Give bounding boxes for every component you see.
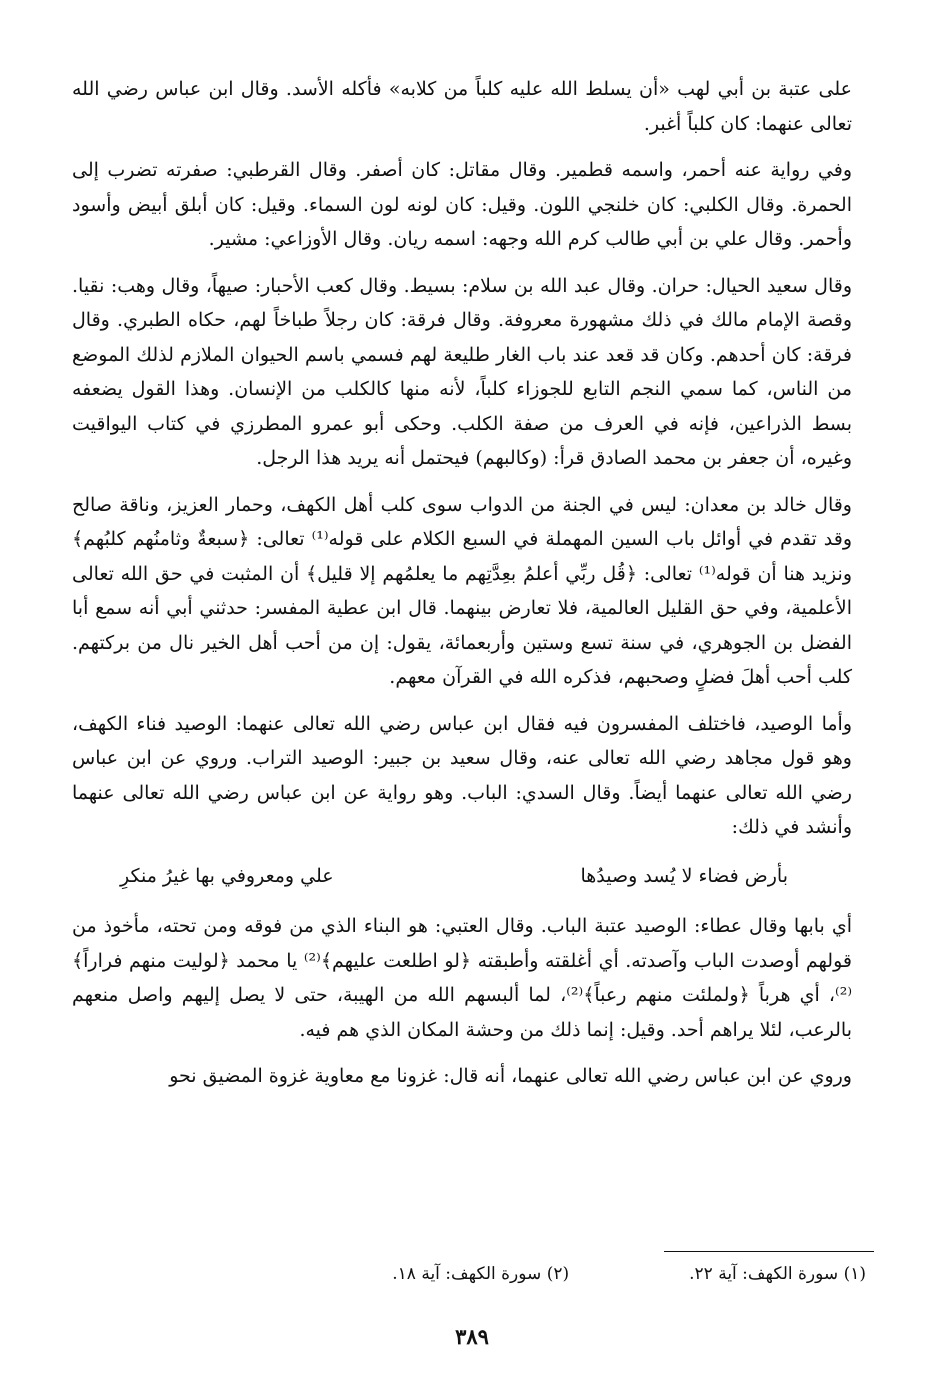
paragraph-3: وقال سعيد الحيال: حران. وقال عبد الله بن سلام: بسيط. وقال كعب الأحبار: صيهاً، وقال وهب: نقيا. وقصة الإمام مالك في ذلك مشهورة معروفة. وقال فرقة: كان رجلاً طباخاً لهم، حكاه الطبري. وقال فرقة: كان أحدهم. وكان قد قعد عند باب الغار طليعة لهم فسمي باسم الحيوان الملازم لذلك الموضع من الناس، كما سمي النجم التابع للجوزاء كلباً، لأنه منها كالكلب من الإنسان. وهذا القول يضعفه بسط الذراعين، فإنه في العرف من صفة الكلب. وحكى أبو عمرو المطرزي في كتاب اليواقيت وغيره، أن جعفر بن محمد الصادق قرأ: (وكالبهم) فيحتمل أنه يريد هذا الرجل. xyxy=(72,274,852,469)
footnote-2: (٢) سورة الكهف: آية ١٨. xyxy=(392,1264,570,1284)
paragraph-6: أي بابها وقال عطاء: الوصيد عتبة الباب. وقال العتبي: هو البناء الذي من فوقه ومن تحته، مأخوذ من قولهم أوصدت الباب وآصدته. أي أغلقته وأطبقته ﴿لو اطلعت عليهم﴾⁽²⁾ يا محمد ﴿لوليت منهم فراراً﴾⁽²⁾، أي هرباً ﴿ولملئت منهم رعباً﴾⁽²⁾، لما ألبسهم الله من الهيبة، حتى لا يصل إليهم واصل منعهم بالرعب، لئلا يراهم أحد. وقيل: إنما ذلك من وحشة المكان الذي هم فيه. xyxy=(72,915,853,1041)
poem-first-hemistich: بأرض فضاء لا يُسد وصيدُها xyxy=(580,864,788,887)
paragraph-4: وقال خالد بن معدان: ليس في الجنة من الدواب سوى كلب أهل الكهف، وحمار العزيز، وناقة صالح وقد تقدم في أوائل باب السين المهملة في السبع الكلام على قوله⁽¹⁾ تعالى: ﴿سبعةٌ وثامنُهم كلبُهم﴾ ونزيد هنا أن قوله⁽¹⁾ تعالى: ﴿قُل ربِّي أعلمُ بعِدَّتِهم ما يعلمُهم إلا قليل﴾ أن المثبت في حق الله تعالى الأعلمية، وفي حق القليل العالمية، فلا تعارض بينهما. قال ابن عطية المفسر: حدثني أبي أنه سمع أبا الفضل بن الجوهري، في سنة تسع وستين وأربعمائة، يقول: إن من أحب أهل الخير نال من بركتهم. كلب أحب أهلَ فضلٍ وصحبهم، فذكره الله في القرآن معهم. xyxy=(72,493,853,688)
paragraph-1: على عتبة بن أبي لهب «أن يسلط الله عليه كلباً من كلابه» فأكله الأسد. وقال ابن عباس رضي الله تعالى عنهما: كان كلباً أغبر. xyxy=(72,78,852,135)
poem-verse xyxy=(72,859,852,894)
page-number: ٣٨٩ xyxy=(455,1324,489,1349)
paragraph-7: وروي عن ابن عباس رضي الله تعالى عنهما، أنه قال: غزونا مع معاوية غزوة المضيق نحو xyxy=(169,1065,852,1087)
footnote-divider xyxy=(664,1251,874,1252)
footnotes xyxy=(306,1264,866,1284)
main-text xyxy=(72,72,852,1094)
paragraph-5: وأما الوصيد، فاختلف المفسرون فيه فقال ابن عباس رضي الله تعالى عنهما: الوصيد فناء الكهف، وهو قول مجاهد رضي الله تعالى عنه، وقال سعيد بن جبير: الوصيد التراب. وروي عن ابن عباس رضي الله تعالى عنهما أيضاً. وقال السدي: الباب. وهو رواية عن ابن عباس رضي الله تعالى عنهما وأنشد في ذلك: xyxy=(72,712,852,838)
paragraph-2: وفي رواية عنه أحمر، واسمه قطمير. وقال مقاتل: كان أصفر. وقال القرطبي: صفرته تضرب إلى الحمرة. وقال الكلبي: كان خلنجي اللون. وقيل: كان لونه لون السماء. وقيل: كان أبلق أبيض وأسود وأحمر. وقال علي بن أبي طالب كرم الله وجهه: اسمه ريان. وقال الأوزاعي: مشير. xyxy=(72,159,852,250)
poem-second-hemistich: علي ومعروفي بها غيرُ منكرِ xyxy=(120,864,334,887)
footnote-1: (١) سورة الكهف: آية ٢٢. xyxy=(689,1264,866,1284)
